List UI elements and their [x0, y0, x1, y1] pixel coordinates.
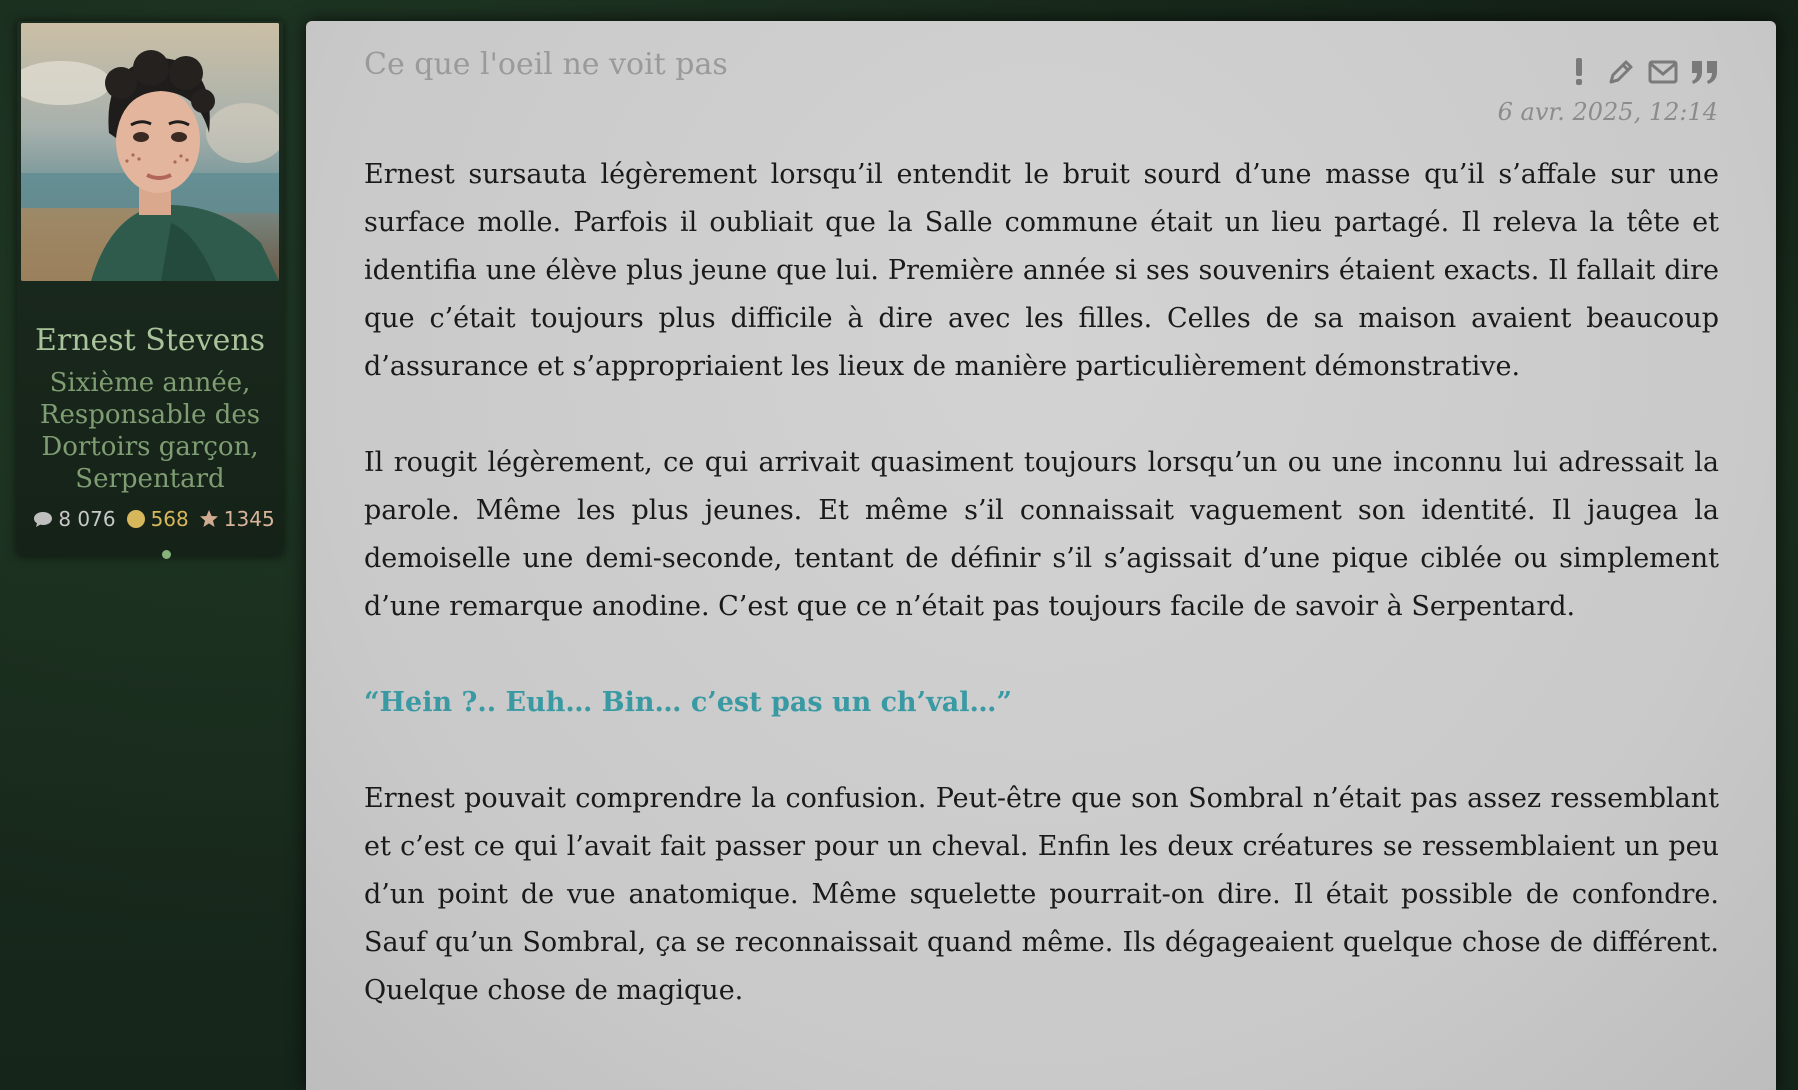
- post-count: 8 076: [58, 507, 116, 531]
- gold-count: 568: [150, 507, 189, 531]
- report-icon[interactable]: [1562, 57, 1596, 87]
- post-title[interactable]: Ce que l'oeil ne voit pas: [364, 47, 728, 82]
- speech-bubble-icon: [33, 510, 53, 528]
- post-date: 6 avr. 2025, 12:14: [1497, 98, 1718, 126]
- post-paragraph: Ernest pouvait comprendre la confusion. Peut-être que son Sombral n’était pas assez ressemblant et c’est ce qui l’avait fait passer pour un cheval. Enfin les deux créatures se ressemblaient un peu d’un point de vue anatomique. Même squelette pourrait-on dire. Il était possible de confondre. Sauf qu’un Sombral, ça se reconnaissait quand même. Ils dégageaient quelque chose de différent. Quelque chose de magique.: [364, 783, 1719, 1006]
- online-dot-icon: [162, 550, 171, 559]
- forum-post: [306, 21, 1776, 1090]
- quote-icon[interactable]: [1688, 57, 1722, 87]
- points-stat: [199, 507, 275, 531]
- post-count-stat: [33, 507, 115, 531]
- user-stats: [25, 507, 283, 531]
- coin-icon: [126, 509, 146, 529]
- edit-icon[interactable]: [1604, 57, 1638, 87]
- message-icon[interactable]: [1646, 57, 1680, 87]
- avatar-portrait-image: [21, 23, 279, 281]
- gold-stat: [126, 507, 189, 531]
- avatar[interactable]: [21, 23, 279, 281]
- post-paragraph: Il rougit légèrement, ce qui arrivait quasiment toujours lorsqu’un ou une inconnu lui adressait la parole. Même les plus jeunes. Et même s’il connaissait vaguement son identité. Il jaugea la demoiselle une demi-seconde, tentant de définir s’il s’agissait d’une pique ciblée ou simplement d’une remarque anodine. C’est que ce n’était pas toujours facile de savoir à Serpentard.: [364, 447, 1719, 622]
- user-profile-card: [17, 21, 283, 556]
- points-count: 1345: [223, 507, 275, 531]
- username[interactable]: Ernest Stevens: [34, 323, 266, 358]
- post-content: [364, 151, 1719, 1063]
- user-rank: Sixième année, Responsable des Dortoirs garçon, Serpentard: [39, 368, 261, 494]
- post-paragraph: Ernest sursauta légèrement lorsqu’il entendit le bruit sourd d’une masse qu’il s’affale sur une surface molle. Parfois il oubliait que la Salle commune était un lieu partagé. Il releva la tête et identifia une élève plus jeune que lui. Première année si ses souvenirs étaient exacts. Il fallait dire que c’était toujours plus difficile à dire avec les filles. Celles de sa maison avaient beaucoup d’assurance et s’appropriaient les lieux de manière particulièrement démonstrative.: [364, 159, 1719, 382]
- dialogue-line: “Hein ?.. Euh… Bin… c’est pas un ch’val…”: [364, 687, 1013, 718]
- post-actions: [1554, 57, 1722, 87]
- star-icon: [199, 509, 219, 529]
